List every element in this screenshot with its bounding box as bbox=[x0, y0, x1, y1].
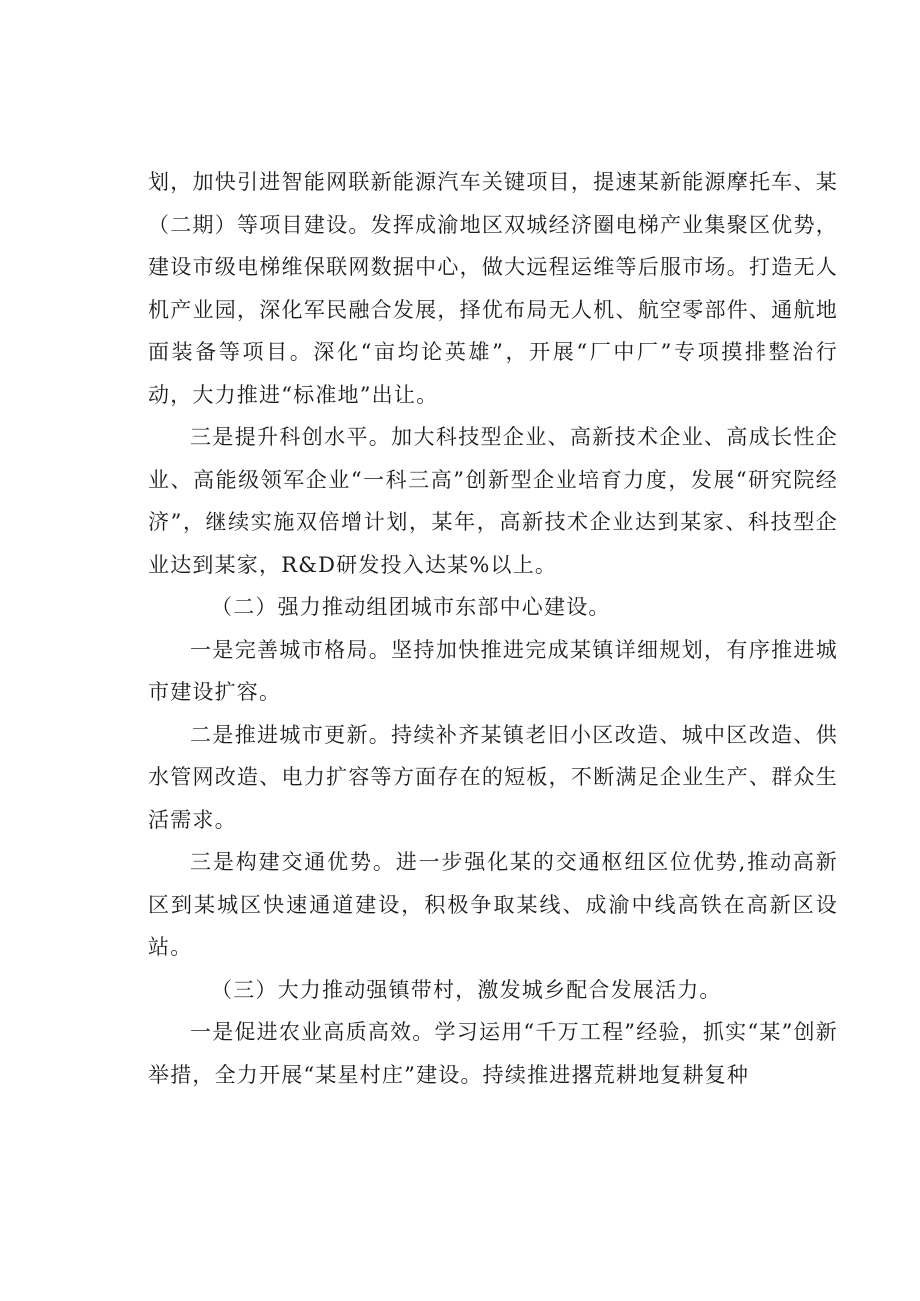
paragraph-city-layout: 一是完善城市格局。坚持加快推进完成某镇详细规划，有序推进城市建设扩容。 bbox=[148, 637, 838, 704]
section-heading-2: （二）强力推动组团城市东部中心建设。 bbox=[211, 595, 611, 619]
section-heading-3: （三）大力推动强镇带村，激发城乡配合发展活力。 bbox=[211, 977, 722, 1002]
paragraph-innovation: 三是提升科创水平。加大科技型企业、高新技术企业、高成长性企业、高能级领军企业“一科三高”创新型企业培育力度，发展“研究院经济”，继续实施双倍增计划，某年，高新技术企业达到某家、科技型企业达到某家，R&D研发投入达某%以上。 bbox=[148, 425, 838, 577]
paragraph-continued: 划，加快引进智能网联新能源汽车关键项目，提速某新能源摩托车、某（二期）等项目建设。发挥成渝地区双城经济圈电梯产业集聚区优势，建设市级电梯维保联网数据中心，做大远程运维等后服市场。打造无人机产业园，深化军民融合发展，择优布局无人机、航空零部件、通航地面装备等项目。深化“亩均论英雄”，开展“厂中厂”专项摸排整治行动，大力推进“标准地”出让。 bbox=[148, 170, 838, 407]
document-body bbox=[148, 161, 838, 1096]
paragraph-city-renewal: 二是推进城市更新。持续补齐某镇老旧小区改造、城中区改造、供水管网改造、电力扩容等方面存在的短板，不断满足企业生产、群众生活需求。 bbox=[148, 722, 838, 832]
paragraph-agriculture: 一是促进农业高质高效。学习运用“千万工程”经验，抓实“某”创新举措，全力开展“某星村庄”建设。持续推进撂荒耕地复耕复种 bbox=[148, 1020, 838, 1087]
paragraph-transport: 三是构建交通优势。进一步强化某的交通枢纽区位优势,推动高新区到某城区快速通道建设，积极争取某线、成渝中线高铁在高新区设站。 bbox=[148, 850, 838, 959]
